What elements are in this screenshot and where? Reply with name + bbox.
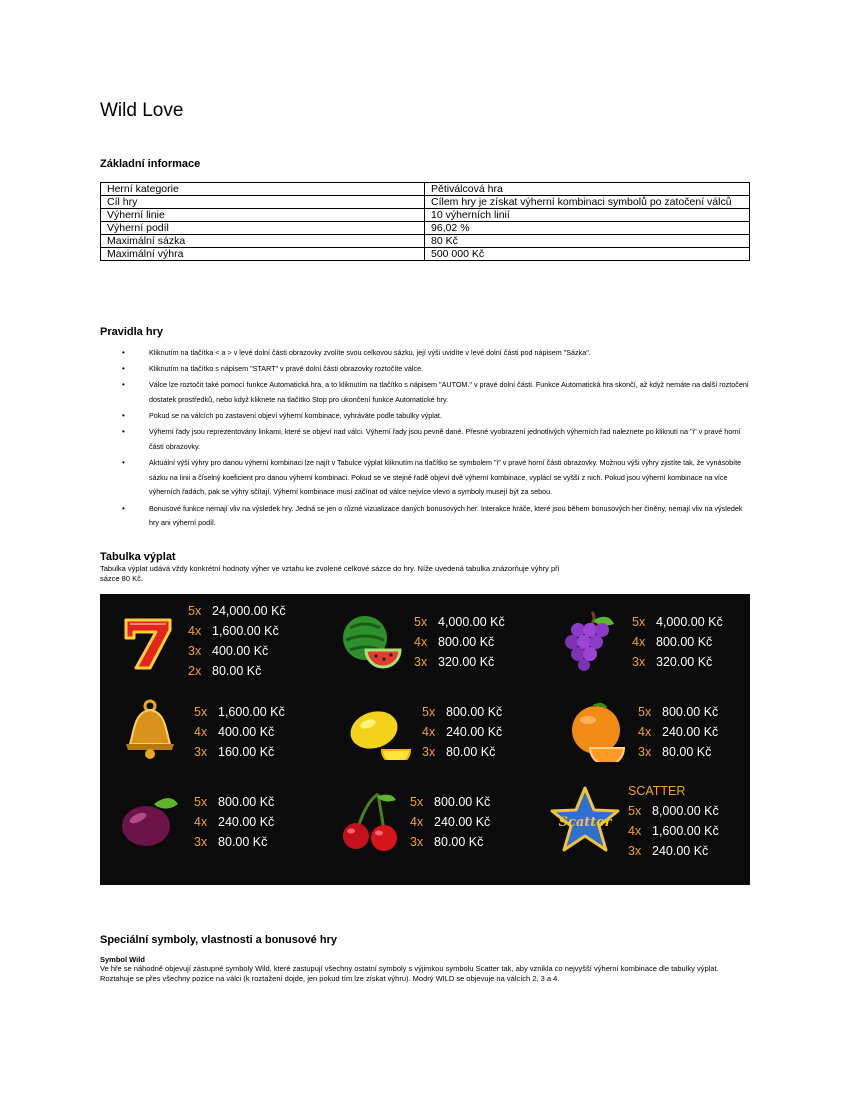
pay-row <box>188 641 286 661</box>
document-title: Wild Love <box>100 100 184 121</box>
rules-heading: Pravidla hry <box>100 326 163 338</box>
pay-value: 1,600.00 Kč <box>212 624 279 638</box>
lemon-icon <box>348 704 412 760</box>
multiplier: 3x <box>638 745 652 759</box>
wild-symbol-text: Ve hře se náhodně objevují zástupné symboly Wild, které zastupují všechny ostatní symboly s výjimkou symbolu Scatter tak, aby vznikla co nejvyšší výherní kombinace dle tabulky výplat. Roztahuje se přes všechny pozice na válci (k roztažení dojde, jen pokud tím lze získat výhru). Modrý WILD se objevuje na válcích 2, 3 a 4. <box>100 964 719 983</box>
multiplier: 4x <box>194 815 208 829</box>
pay-value: 800.00 Kč <box>662 705 719 719</box>
list-item: • Pokud se na válcích po zastavení objeví výherní kombinace, vyhráváte podle tabulky výplat. <box>100 409 750 424</box>
table-row <box>101 235 750 248</box>
paytable-image <box>100 594 750 885</box>
table-cell-value: 80 Kč <box>425 235 750 248</box>
pay-value: 240.00 Kč <box>434 815 491 829</box>
list-item: • Bonusové funkce nemají vliv na výsledek hry. Jedná se jen o různé vizualizace daných bonusových her. Interakce hráče, které jsou během bonusových her činěny, nemají vliv na výsledek hry ani výherní podíl. <box>100 502 750 531</box>
watermelon-icon <box>338 610 404 676</box>
basic-info-table <box>100 182 750 261</box>
pay-row <box>638 742 718 762</box>
scatter-star-icon <box>550 786 620 854</box>
multiplier: 3x <box>194 835 208 849</box>
multiplier: 3x <box>628 844 642 858</box>
multiplier: 4x <box>628 824 642 838</box>
multiplier: 5x <box>194 795 208 809</box>
cherries-icon <box>338 790 404 854</box>
multiplier: 5x <box>638 705 652 719</box>
table-cell-label: Herní kategorie <box>101 183 425 196</box>
table-cell-label: Výherní linie <box>101 209 425 222</box>
multiplier: 3x <box>414 655 428 669</box>
scatter-label: SCATTER <box>628 784 686 798</box>
pay-row <box>632 632 723 652</box>
paytable-pays-grapes <box>632 612 723 672</box>
pay-value: 320.00 Kč <box>438 655 495 669</box>
pay-row <box>422 722 502 742</box>
table-cell-value: 96,02 % <box>425 222 750 235</box>
multiplier: 2x <box>188 664 202 678</box>
table-row <box>101 183 750 196</box>
pay-value: 240.00 Kč <box>662 725 719 739</box>
multiplier: 5x <box>194 705 208 719</box>
pay-row <box>410 792 490 812</box>
pay-row <box>422 702 502 722</box>
basic-info-heading: Základní informace <box>100 158 201 170</box>
pay-row <box>410 812 490 832</box>
pay-row <box>194 702 285 722</box>
multiplier: 4x <box>632 635 646 649</box>
paytable-pays-orange <box>638 702 718 762</box>
pay-row <box>188 601 286 621</box>
table-row <box>101 196 750 209</box>
paytable-pays-plum <box>194 792 274 852</box>
table-cell-label: Maximální výhra <box>101 248 425 261</box>
pay-value: 800.00 Kč <box>218 795 275 809</box>
pay-value: 800.00 Kč <box>434 795 491 809</box>
table-cell-label: Maximální sázka <box>101 235 425 248</box>
multiplier: 3x <box>632 655 646 669</box>
scatter-badge-text: Scatter <box>558 815 612 830</box>
pay-value: 1,600.00 Kč <box>218 705 285 719</box>
pay-value: 4,000.00 Kč <box>438 615 505 629</box>
pay-value: 240.00 Kč <box>446 725 503 739</box>
pay-value: 400.00 Kč <box>212 644 269 658</box>
pay-value: 80.00 Kč <box>446 745 496 759</box>
table-cell-label: Výherní podíl <box>101 222 425 235</box>
pay-row <box>188 621 286 641</box>
paytable-pays-lemon <box>422 702 502 762</box>
pay-value: 160.00 Kč <box>218 745 275 759</box>
table-row <box>101 222 750 235</box>
pay-row <box>632 652 723 672</box>
pay-value: 80.00 Kč <box>212 664 262 678</box>
bell-icon <box>116 698 182 764</box>
pay-row <box>628 821 719 841</box>
table-row <box>101 209 750 222</box>
multiplier: 5x <box>422 705 436 719</box>
pay-row <box>628 801 719 821</box>
pay-value: 800.00 Kč <box>656 635 713 649</box>
multiplier: 5x <box>188 604 202 618</box>
paytable-pays-scatter <box>628 781 719 861</box>
pay-row <box>638 702 718 722</box>
multiplier: 3x <box>194 745 208 759</box>
pay-row <box>194 832 274 852</box>
wild-symbol-heading: Symbol Wild <box>100 955 145 964</box>
pay-row <box>188 661 286 681</box>
pay-value: 4,000.00 Kč <box>656 615 723 629</box>
plum-icon <box>118 790 184 854</box>
orange-icon <box>566 700 630 762</box>
table-row <box>101 248 750 261</box>
list-item: • Výherní řady jsou reprezentovány linkami, které se objeví nad válci. Výherní řady jsou pevně dané. Přesné vyobrazení jednotlivých výherních řad naleznete po kliknutí na "i" v pravé horní části obrazovky. <box>100 425 750 454</box>
multiplier: 3x <box>410 835 424 849</box>
pay-value: 320.00 Kč <box>656 655 713 669</box>
pay-value: 80.00 Kč <box>434 835 484 849</box>
pay-row <box>638 722 718 742</box>
pay-row <box>414 632 505 652</box>
paytable-pays-bell <box>194 702 285 762</box>
pay-value: 800.00 Kč <box>438 635 495 649</box>
multiplier: 4x <box>410 815 424 829</box>
rules-list <box>100 346 750 532</box>
pay-row <box>194 742 285 762</box>
multiplier: 4x <box>188 624 202 638</box>
multiplier: 4x <box>194 725 208 739</box>
paytable-pays-watermelon <box>414 612 505 672</box>
multiplier: 5x <box>628 804 642 818</box>
pay-value: 24,000.00 Kč <box>212 604 286 618</box>
pay-row <box>194 722 285 742</box>
pay-value: 1,600.00 Kč <box>652 824 719 838</box>
pay-value: 80.00 Kč <box>662 745 712 759</box>
table-cell-value: Pětiválcová hra <box>425 183 750 196</box>
multiplier: 4x <box>638 725 652 739</box>
pay-value: 80.00 Kč <box>218 835 268 849</box>
paytable-heading: Tabulka výplat <box>100 551 176 563</box>
pay-row <box>194 792 274 812</box>
pay-row <box>414 612 505 632</box>
paytable-description: Tabulka výplat udává vždy konkrétní hodnoty výher ve vztahu ke zvolené celkové sázce do hry. Níže uvedená tabulka znázorňuje výhry při sázce 80 Kč. <box>100 564 560 583</box>
multiplier: 4x <box>414 635 428 649</box>
grapes-icon <box>556 608 622 672</box>
pay-row <box>632 612 723 632</box>
multiplier: 4x <box>422 725 436 739</box>
list-item: • Aktuální výši výhry pro danou výherní kombinaci lze najít v Tabulce výplat kliknutím na tlačítko se symbolem "i" v pravé horní části obrazovky. Možnou výši výhry zjistíte tak, že vynásobíte sázku na linii a číselný koeficient pro danou výherní kombinaci. Pokud se ve stejné řadě objeví dvě výherní kombinace, vyplácí se vyšší z nich. Pokud jsou výherní kombinace na více výherních řadách, pak se výhry sčítají. Výherní kombinace musí začínat od válce nejvíce vlevo a symboly musejí být za sebou. <box>100 456 750 500</box>
table-cell-value: Cílem hry je získat výherní kombinaci symbolů po zatočení válců <box>425 196 750 209</box>
list-item: • Válce lze roztočit také pomocí funkce Automatická hra, a to kliknutím na tlačítko s nápisem "AUTOM." v pravé dolní části. Funkce Automatická hra skončí, až když nemáte na další roztočení dostatek prostředků, nebo když kliknete na tlačítko Stop pro ukončení funkce Automatické hry. <box>100 378 750 407</box>
multiplier: 5x <box>410 795 424 809</box>
pay-row <box>628 841 719 861</box>
paytable-pays-seven <box>188 601 286 681</box>
pay-row <box>410 832 490 852</box>
multiplier: 3x <box>422 745 436 759</box>
pay-value: 400.00 Kč <box>218 725 275 739</box>
table-cell-value: 10 výherních linií <box>425 209 750 222</box>
pay-value: 240.00 Kč <box>218 815 275 829</box>
pay-value: 240.00 Kč <box>652 844 709 858</box>
multiplier: 3x <box>188 644 202 658</box>
list-item: • Kliknutím na tlačítko s nápisem "START" v pravé dolní části obrazovky roztočíte válce. <box>100 362 750 377</box>
special-symbols-heading: Speciální symboly, vlastnosti a bonusové hry <box>100 934 337 946</box>
table-cell-label: Cíl hry <box>101 196 425 209</box>
paytable-pays-cherries <box>410 792 490 852</box>
table-cell-value: 500 000 Kč <box>425 248 750 261</box>
seven-icon <box>116 610 180 674</box>
multiplier: 5x <box>632 615 646 629</box>
pay-row <box>422 742 502 762</box>
pay-row <box>414 652 505 672</box>
pay-row <box>194 812 274 832</box>
multiplier: 5x <box>414 615 428 629</box>
list-item: • Kliknutím na tlačítka < a > v levé dolní části obrazovky zvolíte svou celkovou sázku, její výši uvidíte v levé dolní části pod nápisem "Sázka". <box>100 346 750 361</box>
pay-value: 8,000.00 Kč <box>652 804 719 818</box>
pay-value: 800.00 Kč <box>446 705 503 719</box>
